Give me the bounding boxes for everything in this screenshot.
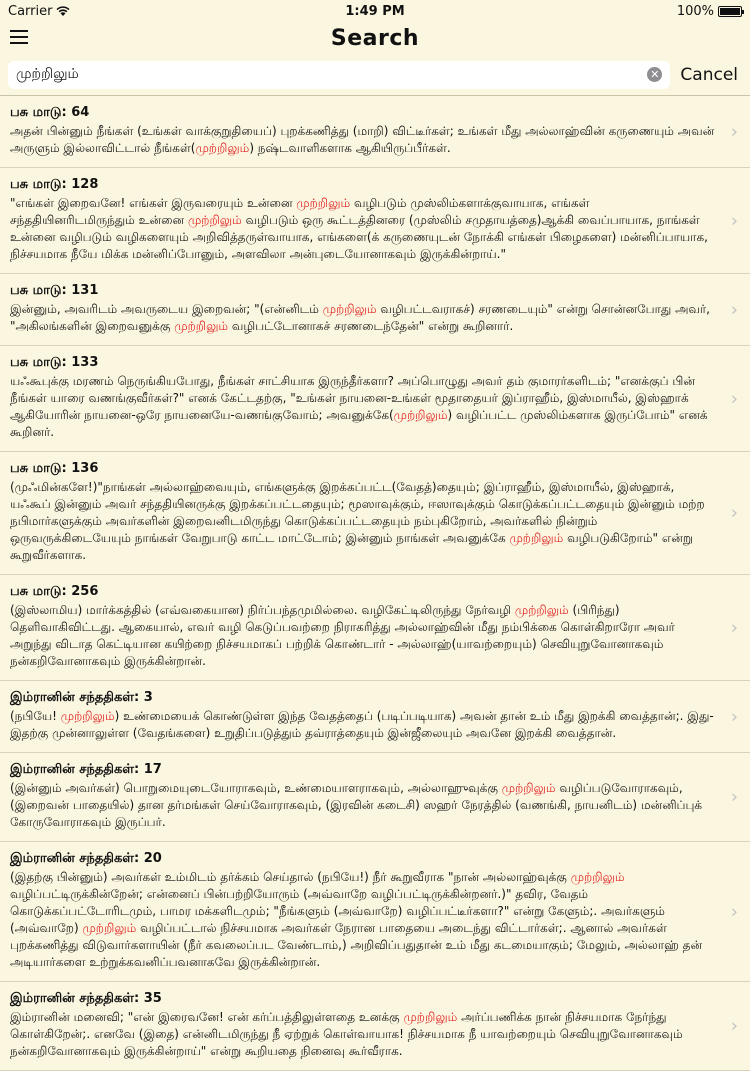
status-right xyxy=(677,4,742,19)
chevron-right-icon: › xyxy=(730,1015,738,1037)
result-title: பசு மாடு: 64 xyxy=(10,105,90,120)
result-row[interactable] xyxy=(0,842,750,982)
text-segment: வழிப்பட்டிருக்கின்றேன்; என்னைப் பின்பற்றியோரும் (அவ்வாறே வழிப்பட்டிருக்கின்றனர்.)" தவிர, வேதம் கொடுக்கப்பட்டோரிடமும், பாமர மக்களிடமும்; "நீங்களும் (அவ்வாறே) வழிப்பட்டீர்களா?" என்று கேளும்;. அவர்களும் (அவ்வாறே) xyxy=(10,887,665,935)
text-segment: இன்னும், அவரிடம் அவருடைய இறைவன்; "(என்னிடம் xyxy=(10,302,323,316)
text-segment: இம்ரானின் மனைவி; "என் இரைவனே! என் கர்ப்பத்திலுள்ளதை உனக்கு xyxy=(10,1010,404,1024)
result-title: பசு மாடு: 136 xyxy=(10,461,99,476)
result-row[interactable] xyxy=(0,982,750,1071)
result-text xyxy=(10,195,716,263)
highlight-match: முற்றிலும் xyxy=(174,319,229,333)
results-list xyxy=(0,96,750,1058)
result-title: பசு மாடு: 128 xyxy=(10,177,99,192)
page-title: Search xyxy=(330,25,420,51)
cancel-button[interactable]: Cancel xyxy=(680,64,738,85)
result-row[interactable] xyxy=(0,96,750,168)
carrier-label: Carrier xyxy=(8,3,53,19)
result-text xyxy=(10,708,716,742)
text-segment: அர்ப்பணிக்க நான் நிச்சயமாக நேர்ந்து கொள்கிறேன்;. எனவே (இதை) என்னிடமிருந்து நீ ஏற்றுக் கொள்வாயாக! நிச்சயமாக நீ யாவற்றையும் செவியுறுவோனாகவும் நன்கறிவோனாகவும் இருக்கின்றாய்" என்று கூறியதை நினைவு கூர்வீராக. xyxy=(10,1010,683,1058)
text-segment: வழிப்பட்டால் நிச்சயமாக அவர்கள் நேரான பாதையை அடைந்து விட்டார்கள்;. ஆனால் அவர்கள் புறக்கணித்து விடுவார்களாயின் (நீர் கவலைப்பட வேண்டாம்,) அறிவிப்பதுதான் உம் மீது கடமையாகும்; மேலும், அல்லாஹ் தன் அடியார்களை உற்றுக்கவனிப்பவனாகவே இருக்கின்றான். xyxy=(10,921,703,969)
highlight-match: முற்றிலும் xyxy=(570,870,625,884)
result-title: பசு மாடு: 133 xyxy=(10,355,99,370)
text-segment: (பிரிந்து) தெளிவாகிவிட்டது. ஆகையால், எவர் வழி கெடுப்பவற்றை நிராகரித்து அல்லாஹ்வின் மீது நம்பிக்கை கொள்கிறாரோ அவர் அறுந்து விடாத கெட்டியான கயிற்றை நிச்சயமாகப் பற்றிக் கொண்டார் - அல்லாஹ்(யாவற்றையும்) செவியுறுவோனாகவும் நன்கறிவோனாகவும் இருக்கின்றான். xyxy=(10,603,675,668)
search-box[interactable] xyxy=(8,61,670,89)
chevron-right-icon: › xyxy=(730,502,738,524)
text-segment: அதன் பின்னும் நீங்கள் (உங்கள் வாக்குறுதியைப்) புறக்கணித்து (மாறி) விட்டீர்கள்; உங்கள் மீது அல்லாஹ்வின் கருணையும் அவன் அருளும் இல்லாவிட்டால் நீங்கள்( xyxy=(10,124,715,155)
chevron-right-icon: › xyxy=(730,388,738,409)
highlight-match: முற்றிலும் xyxy=(187,213,242,227)
result-text xyxy=(10,869,716,971)
text-segment: (நபியே! xyxy=(10,709,61,723)
result-row[interactable] xyxy=(0,681,750,753)
search-row xyxy=(0,54,750,96)
text-segment: வழிபட்டோனாகச் சரணடைந்தேன்" என்று கூறினார். xyxy=(228,319,514,333)
highlight-match: முற்றிலும் xyxy=(82,921,137,935)
result-text xyxy=(10,479,716,564)
chevron-right-icon: › xyxy=(730,706,738,727)
chevron-right-icon: › xyxy=(730,210,738,231)
text-segment: வழிபடுகிறோம்" என்று கூறுவீர்களாக. xyxy=(10,531,693,562)
menu-icon[interactable] xyxy=(10,28,28,46)
highlight-match: முற்றிலும் xyxy=(296,196,351,210)
nav-bar xyxy=(0,22,750,54)
text-segment: (இன்னும் அவர்கள்) பொறுமையுடையோராகவும், உண்மையாளராகவும், அல்லாஹுவுக்கு xyxy=(10,781,502,795)
text-segment: (முஃமின்களே!)"நாங்கள் அல்லாஹ்வையும், எங்களுக்கு இறக்கப்பட்ட(வேதத்)தையும்; இப்ராஹீம், இஸ்மாயீல், இஸ்ஹாக், யஃகூப் இன்னும் அவர் சந்ததியினருக்கு இறக்கப்பட்டதையும்; மூஸாவுக்கும், ஈஸாவுக்கும் கொடுக்கப்பட்டதையும் இன்னும் மற்ற நபிமார்களுக்கும் அவர்களின் இறைவனிடமிருந்து கொடுக்கப்பட்டதையும் நம்புகிறோம், அவர்களில் நின்றும் ஒருவருக்கிடையேயும் நாங்கள் வேறுபாடு காட்ட மாட்டோம்; இன்னும் நாங்கள் அவனுக்கே xyxy=(10,480,705,545)
text-segment: ) வழிப்பட்ட முஸ்லிம்களாக இருப்போம்" எனக் கூறினர். xyxy=(10,408,708,439)
text-segment: வழிப்படுவோராகவும், (இறைவன் பாதையில்) தான தர்மங்கள் செய்வோராகவும், (இரவின் கடைசி) ஸஹர் நேரத்தில் (வணங்கி, நாயனிடம்) மன்னிப்புக் கோருவோராகவும் இருப்பர். xyxy=(10,781,703,829)
result-title: இம்ரானின் சந்ததிகள்: 35 xyxy=(10,991,162,1006)
chevron-right-icon: › xyxy=(730,617,738,638)
text-segment: வழிபடும் முஸ்லிம்களாக்குவாயாக, எங்கள் சந்ததியினரிடமிருந்தும் உன்னை xyxy=(10,196,590,227)
highlight-match: முற்றிலும் xyxy=(195,141,250,155)
text-segment: ) நஷ்டவாளிகளாக ஆகியிருப்பீர்கள். xyxy=(249,141,451,155)
result-text xyxy=(10,301,716,335)
battery-fill xyxy=(720,8,740,15)
status-left xyxy=(8,4,70,19)
highlight-match: முற்றிலும் xyxy=(501,781,556,795)
text-segment: வழிபடும் ஒரு கூட்டத்தினரை (முஸ்லிம் சமுதாயத்தை)ஆக்கி வைப்பாயாக, நாங்கள் உன்னை வழிபடும் வழிகளையும் அறிவித்தருள்வாயாக, எங்களை(க் கருணையுடன் நோக்கி எங்கள் பிழைகளை) மன்னிப்பாயாக, நிச்சயமாக நீயே மிக்க மன்னிப்போனும், அளவிலா அன்புடையோனாகவும் இருக்கின்றாய்." xyxy=(10,213,708,261)
chevron-right-icon: › xyxy=(730,786,738,808)
text-segment: "எங்கள் இறைவனே! எங்கள் இருவரையும் உன்னை xyxy=(10,196,297,210)
chevron-right-icon: › xyxy=(730,299,738,320)
highlight-match: முற்றிலும் xyxy=(509,531,564,545)
battery-icon xyxy=(718,6,742,17)
result-title: இம்ரானின் சந்ததிகள்: 17 xyxy=(10,762,162,777)
text-segment: யஃகூபுக்கு மரணம் நெருங்கியபோது, நீங்கள் சாட்சியாக இருந்தீர்களா? அப்பொழுது அவர் தம் குமாரர்களிடம்; "எனக்குப் பின் நீங்கள் யாரை வணங்குவீர்கள்?" எனக் கேட்டதற்கு, "உங்கள் நாயனை-உங்கள் மூதாதையர் இப்ராஹீம், இஸ்மாயீல், இஸ்ஹாக் ஆகியோரின் நாயனை-ஒரே நாயனையே-வணங்குவோம்; அவனுக்கே( xyxy=(10,374,696,422)
battery-percent: 100% xyxy=(676,3,714,19)
search-input[interactable] xyxy=(16,67,641,83)
result-row[interactable] xyxy=(0,168,750,274)
highlight-match: முற்றிலும் xyxy=(60,709,115,723)
result-title: இம்ரானின் சந்ததிகள்: 20 xyxy=(10,851,162,866)
result-title: பசு மாடு: 256 xyxy=(10,584,99,599)
chevron-right-icon: › xyxy=(730,121,738,142)
result-row[interactable] xyxy=(0,753,750,842)
highlight-match: முற்றிலும் xyxy=(514,603,569,617)
text-segment: (இதற்கு பின்னும்) அவர்கள் உம்மிடம் தர்க்கம் செய்தால் (நபியே!) நீர் கூறுவீராக "நான் அல்லாஹ்வுக்கு xyxy=(10,870,571,884)
result-text xyxy=(10,1009,716,1060)
text-segment: வழிபட்டவராகச்) சரணடையும்" என்று சொன்னபோது அவர், "அகிலங்களின் இறைவனுக்கு xyxy=(10,302,710,333)
highlight-match: முற்றிலும் xyxy=(403,1010,458,1024)
clear-icon[interactable]: ✕ xyxy=(647,67,662,82)
result-row[interactable] xyxy=(0,452,750,575)
result-title: பசு மாடு: 131 xyxy=(10,283,99,298)
result-text xyxy=(10,123,716,157)
result-text xyxy=(10,780,716,831)
result-row[interactable] xyxy=(0,575,750,681)
status-bar xyxy=(0,0,750,22)
highlight-match: முற்றிலும் xyxy=(393,408,448,422)
text-segment: (இஸ்லாமிய) மார்க்கத்தில் (எவ்வகையான) நிர்ப்பந்தமுமில்லை. வழிகேட்டிலிருந்து நேர்வழி xyxy=(10,603,515,617)
highlight-match: முற்றிலும் xyxy=(322,302,377,316)
result-text xyxy=(10,602,716,670)
result-text xyxy=(10,373,716,441)
result-title: இம்ரானின் சந்ததிகள்: 3 xyxy=(10,690,153,705)
result-row[interactable] xyxy=(0,274,750,346)
wifi-icon xyxy=(56,6,70,17)
text-segment: ) உண்மையைக் கொண்டுள்ள இந்த வேதத்தைப் (படிப்படியாக) அவன் தான் உம் மீது இறக்கி வைத்தான்;. இது-இதற்கு முன்னாலுள்ள (வேதங்களை) உறுதிப்படுத்தும் தவ்ராத்தையும் இன்ஜீலையும் அவனே இறக்கி வைத்தான். xyxy=(10,709,714,740)
chevron-right-icon: › xyxy=(730,901,738,922)
result-row[interactable] xyxy=(0,346,750,452)
status-time: 1:49 PM xyxy=(345,3,405,19)
